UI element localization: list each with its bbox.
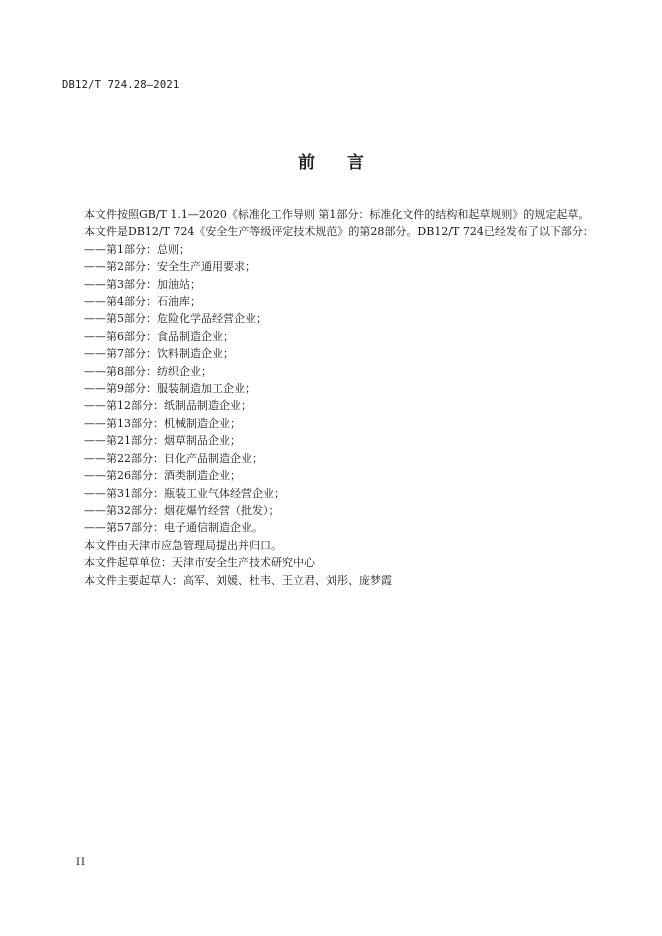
list-item: ——第57部分：电子通信制造企业。 [84, 521, 263, 535]
list-item: ——第8部分：纺织企业； [84, 364, 212, 378]
paragraph: 本文件主要起草人：高军、刘媛、杜韦、王立君、刘彤、庞梦霞 [84, 573, 392, 587]
list-item: ——第4部分：石油库； [84, 295, 201, 309]
list-item: ——第22部分：日化产品制造企业； [84, 451, 263, 465]
list-item: ——第31部分：瓶装工业气体经营企业； [84, 486, 285, 500]
list-item: ——第12部分：纸制品制造企业； [84, 399, 252, 413]
paragraph: 本文件起草单位：天津市安全生产技术研究中心 [84, 556, 315, 570]
page-title: 前 言 [298, 153, 377, 173]
list-item: ——第5部分：危险化学品经营企业； [84, 312, 267, 326]
list-item: ——第21部分：烟草制品企业； [84, 434, 241, 448]
list-item: ——第3部分：加油站； [84, 277, 201, 291]
list-item: ——第7部分：饮料制造企业； [84, 347, 234, 361]
page-number: II [76, 857, 86, 868]
foreword-body [62, 206, 602, 589]
document-code: DB12/T 724.28—2021 [62, 79, 180, 91]
list-item: ——第9部分：服装制造加工企业； [84, 382, 256, 396]
list-item: ——第2部分：安全生产通用要求； [84, 260, 256, 274]
paragraph: 本文件由天津市应急管理局提出并归口。 [84, 538, 282, 552]
list-item: ——第1部分：总则； [84, 242, 190, 256]
list-item: ——第6部分：食品制造企业； [84, 329, 234, 343]
list-item: ——第13部分：机械制造企业； [84, 416, 241, 430]
list-item: ——第32部分：烟花爆竹经营（批发）； [84, 503, 280, 517]
list-item: ——第26部分：酒类制造企业； [84, 469, 241, 483]
paragraph: 本文件是DB12/T 724《安全生产等级评定技术规范》的第28部分。DB12/T 724已经发布了以下部分： [84, 225, 594, 239]
paragraph: 本文件按照GB/T 1.1—2020《标准化工作导则 第1部分：标准化文件的结构和起草规则》的规定起草。 [84, 208, 590, 221]
